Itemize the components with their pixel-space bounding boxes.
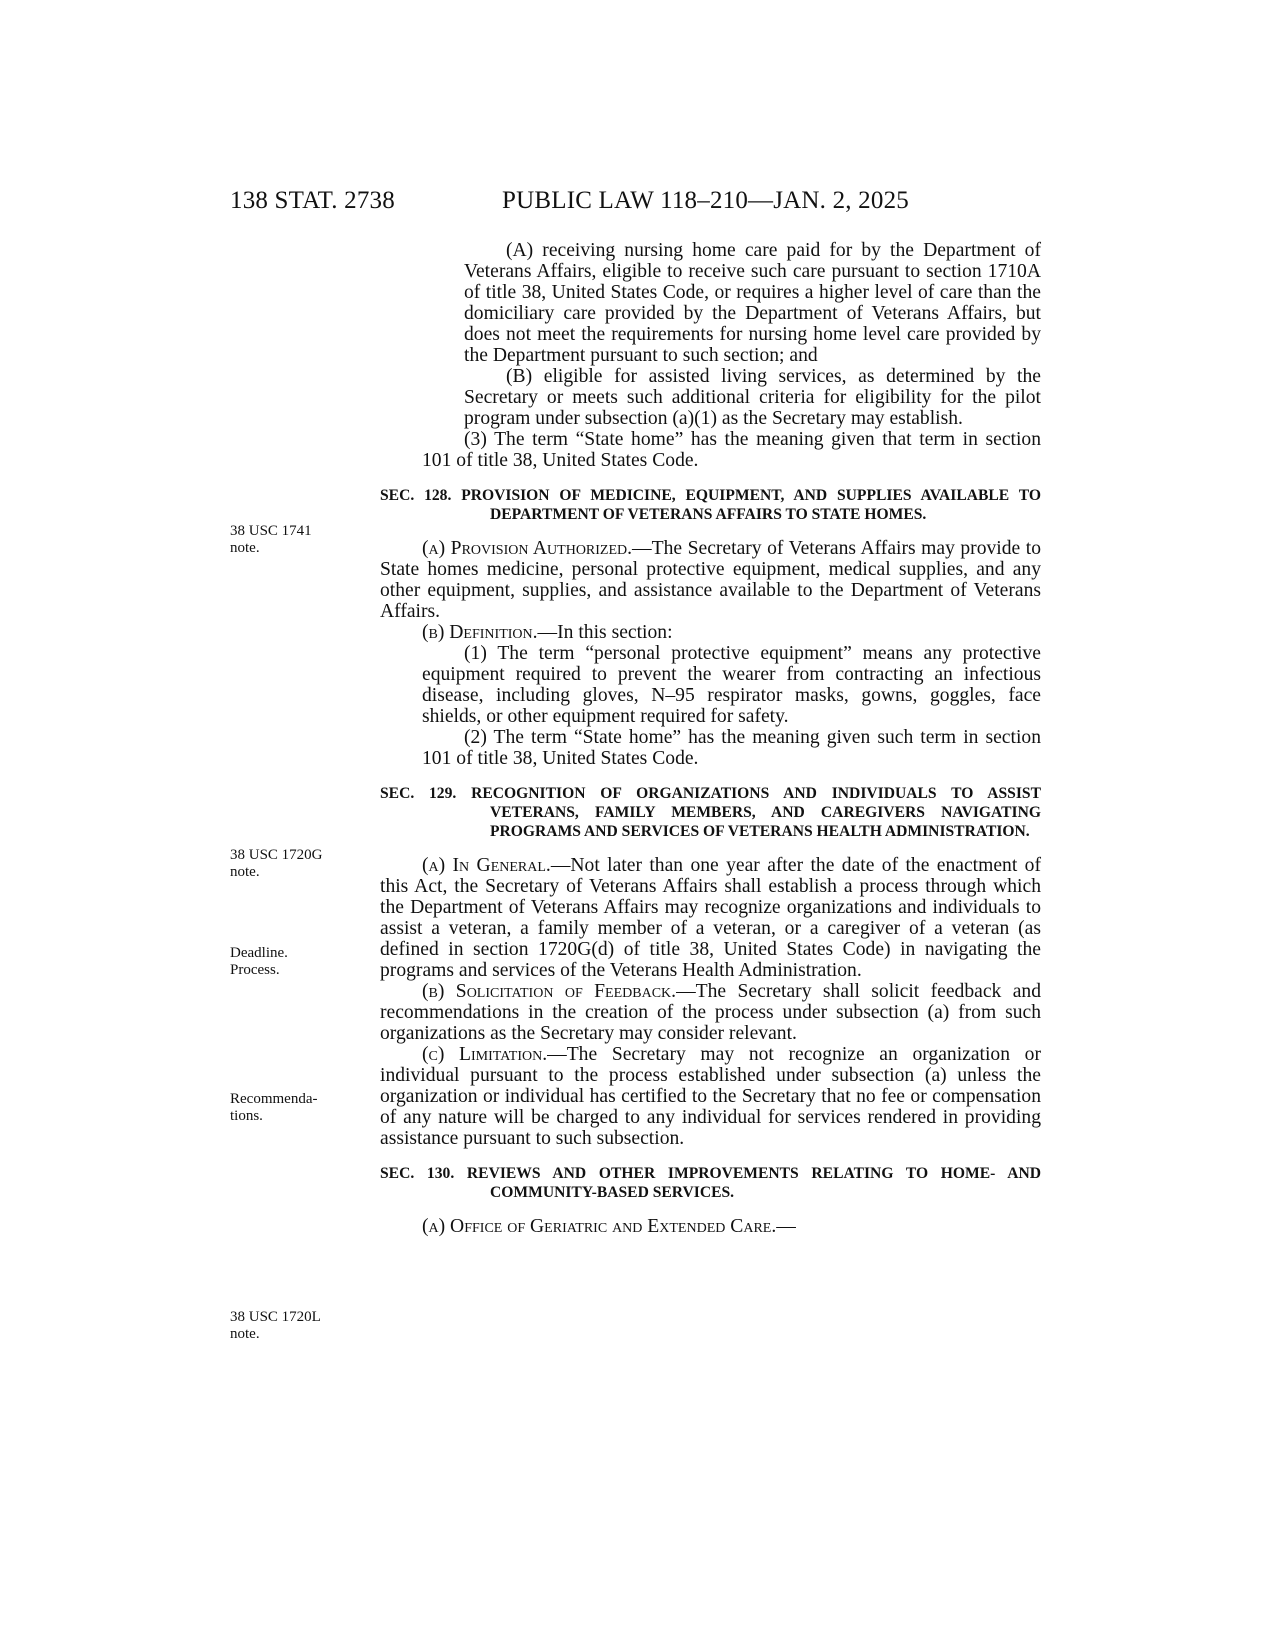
section-128-heading: SEC. 128. PROVISION OF MEDICINE, EQUIPMENT, AND SUPPLIES AVAILABLE TO DEPARTMENT OF VETERANS AFFAIRS TO STATE HOMES. — [380, 487, 1041, 523]
section-128-b1: (1) The term “personal protective equipment” means any protective equipment required to prevent the wearer from contracting an infectious disease, including gloves, N–95 respirator masks, gowns, goggles, face shields, or other equipment required for safety. — [422, 643, 1041, 727]
section-129-heading: SEC. 129. RECOGNITION OF ORGANIZATIONS AND INDIVIDUALS TO ASSIST VETERANS, FAMILY MEMBERS, AND CAREGIVERS NAVIGATING PROGRAMS AND SERVICES OF VETERANS HEALTH ADMINISTRATION. — [380, 785, 1041, 840]
section-128-a: (a) Provision Authorized.—The Secretary of Veterans Affairs may provide to State homes medicine, personal protective equipment, medical supplies, and any other equipment, supplies, and assistance available to the Department of Veterans Affairs. — [380, 538, 1041, 622]
margin-note: Deadline. Process. — [230, 945, 288, 978]
paragraph-A: (A) receiving nursing home care paid for by the Department of Veterans Affairs, eligible to receive such care pursuant to section 1710A of title 38, United States Code, or requires a higher level of care than the domiciliary care provided by the Department of Veterans Affairs, but does not meet the requirements for nursing home level care provided by the Department pursuant to such section; and — [464, 240, 1041, 366]
margin-note: 38 USC 1720L note. — [230, 1309, 321, 1342]
section-129-a: (a) In General.—Not later than one year after the date of the enactment of this Act, the Secretary of Veterans Affairs shall establish a process through which the Department of Veterans Affairs may recognize organizations and individuals to assist a veteran, a family member of a veteran, or a caregiver of a veteran (as defined in section 1720G(d) of title 38, United States Code) in navigating the programs and services of the Veterans Health Administration. — [380, 855, 1041, 981]
margin-note: Recommenda- tions. — [230, 1091, 318, 1124]
paragraph-B: (B) eligible for assisted living services, as determined by the Secretary or meets such additional criteria for eligibility for the pilot program under subsection (a)(1) as the Secretary may establish. — [464, 366, 1041, 429]
running-header-law: PUBLIC LAW 118–210—JAN. 2, 2025 — [502, 187, 909, 214]
section-129-c: (c) Limitation.—The Secretary may not recognize an organization or individual pursuant to the process established under subsection (a) unless the organization or individual has certified to the Secretary that no fee or compensation of any nature will be charged to any individual for services rendered in providing assistance pursuant to such subsection. — [380, 1044, 1041, 1149]
page-stat-number: 138 STAT. 2738 — [230, 187, 395, 214]
section-128-b2: (2) The term “State home” has the meaning given such term in section 101 of title 38, United States Code. — [422, 727, 1041, 769]
section-129-b: (b) Solicitation of Feedback.—The Secretary shall solicit feedback and recommendations in the creation of the process under subsection (a) from such organizations as the Secretary may consider relevant. — [380, 981, 1042, 1044]
section-130-heading: SEC. 130. REVIEWS AND OTHER IMPROVEMENTS RELATING TO HOME- AND COMMUNITY-BASED SERVICES. — [380, 1165, 1041, 1201]
margin-note: 38 USC 1720G note. — [230, 847, 323, 880]
document-body — [380, 240, 1041, 1237]
section-128-b: (b) Definition.—In this section: — [422, 622, 673, 643]
section-130-a: (a) Office of Geriatric and Extended Care.— — [422, 1216, 796, 1237]
margin-note: 38 USC 1741 note. — [230, 523, 312, 556]
paragraph-3: (3) The term “State home” has the meaning given that term in section 101 of title 38, United States Code. — [422, 429, 1041, 471]
